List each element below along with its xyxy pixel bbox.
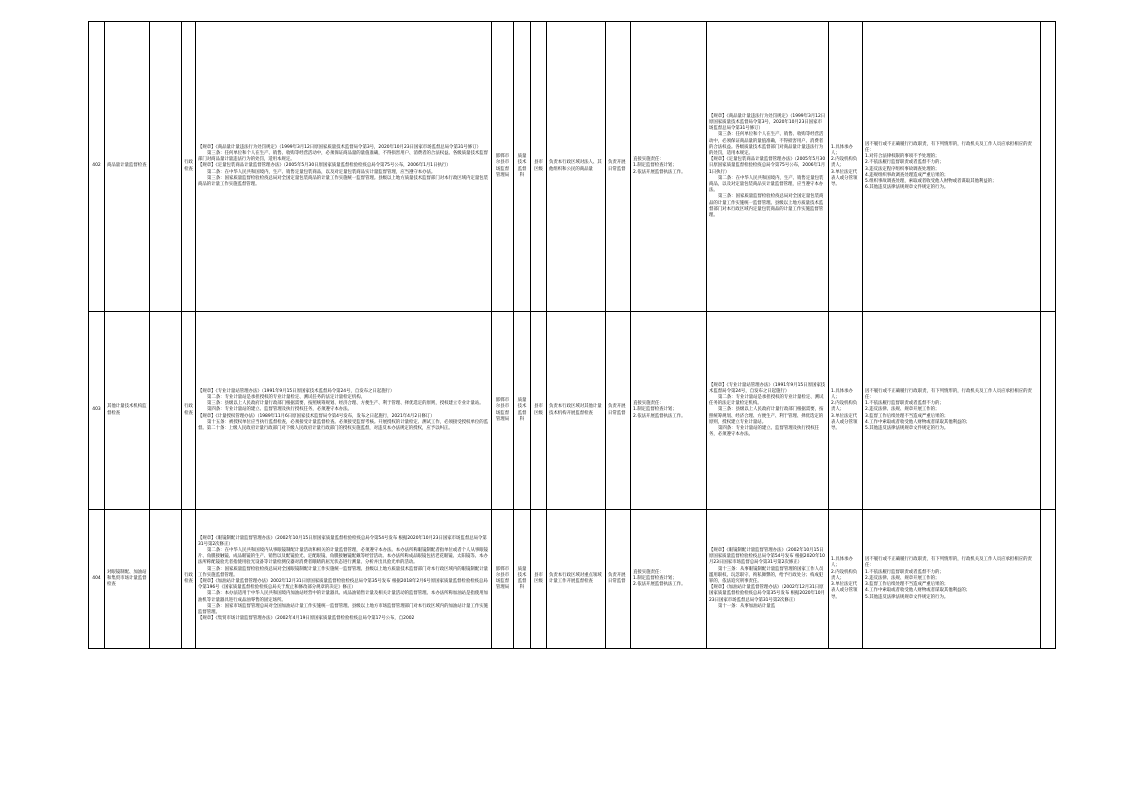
sub-item-cell xyxy=(150,510,182,649)
accountability-line: 5.组织事故调查处理，索取或者收受他人财物或者谋取其他利益的； xyxy=(865,178,997,184)
accountability-cell xyxy=(863,510,1041,649)
accountability-line: 因不履行或不正确履行行政职责，有下列情形的，行政机关及工作人员应承担相应的责任： xyxy=(865,388,1032,400)
category-cell: 行政检查 xyxy=(182,312,196,510)
basis-cell xyxy=(196,312,492,510)
subject-cell: 邯郸市尔县市场监督管理局 xyxy=(492,22,514,312)
accountability-line: 3.违反法定程序组织事故调查处理的； xyxy=(865,166,940,172)
duty-line: 2.依法开展监督执法工作。 xyxy=(633,582,686,588)
note-cell xyxy=(1041,312,1056,510)
accountability-line: 2.违反法律、法规、规章开展工作的； xyxy=(865,575,940,581)
duty-basis-line: 第二条：在中华人民共和国境内，生产、销售定量包装商品，以及对定量包装商品实计量监督管理，应当遵守本办法。 xyxy=(709,175,824,194)
subject-cell: 邯郸市尔县市场监督管理局 xyxy=(492,510,514,649)
basis-line: 【规章】《加油站计量监督管理办法》2002年12月31日原国家质量监督检验检疫总局令第35号发布 根据2018年2月6号原国家质量监督检验检疫总局令第196号《国家质量监督检验检疫总局关于废止和修改部分规章的决定》修正） xyxy=(198,579,488,591)
table-row xyxy=(89,510,1056,649)
basis-line: 【规章】《眼镜制配计量监督管理办法》（2002年10月15日原国家质量监督检验检疫总局令第54号发布 根据2020年10月23日国家市场监督总局令第31号第2次修正） xyxy=(198,535,487,547)
accountability-cell xyxy=(863,22,1041,312)
accountability-line: 5.其他违反法律法规规章文件规定的行为。 xyxy=(865,426,949,431)
basis-line: 第二条：专业计量站是承担授权的专业计量检定、测试任务的法定计量检定机构。 xyxy=(207,394,366,400)
seq-cell: 404 xyxy=(89,510,105,649)
content-cell: 负责本行政区域对法人、其他组织和公民的商品量 xyxy=(547,22,606,312)
accountability-line: 4.违规组织事故调查处理造成严重后果的； xyxy=(865,172,949,178)
duty-basis-line: 【规章】《加油站计量监督管理办法》（2002年12月31日原国家质量监督检验检疫总局令第35号发布 根据2020年10月23日国家市场监督总局令第31号第2次修正） xyxy=(709,585,825,603)
seq-cell: 402 xyxy=(89,22,105,312)
dept-cell: 质量技术监督科 xyxy=(514,510,531,649)
responsible-cell xyxy=(829,22,863,312)
item-name-cell: 商品量计量监督检查 xyxy=(105,22,150,312)
duty-line: 2.依法开展监督执法工作。 xyxy=(633,413,686,419)
accountability-line: 4.工作中索取或者收受他人财物或者谋取其他利益的； xyxy=(865,419,971,425)
accountability-line: 因不履行或不正确履行行政职责，有下列情形的，行政机关及工作人员应承担相应的责任： xyxy=(865,141,1032,153)
duty-basis-line: 第三条：任何单位和个人在生产、销售、收购等经营活动中，必须保证商品量的量值准确，不得损害用户、消费者的合法权益。各级质量技术监督部门对商品量计量违法行为的处罚，适用本规定。 xyxy=(709,132,824,156)
content-cell: 负责本行政区域对其他计量技术机构开展监督检查 xyxy=(547,312,606,510)
responsible-line: 1.具体承办人； xyxy=(831,388,853,400)
responsible-line: 3.单位法定代表人或分管领导。 xyxy=(831,169,858,187)
table-row xyxy=(89,22,1056,312)
accountability-line: 1.不依法履行监督职责或者监督不力的； xyxy=(865,401,944,407)
duty-line: 直接实施责任： xyxy=(633,569,664,575)
category-cell: 行政检查 xyxy=(182,22,196,312)
basis-line: 【规章】《商品量计量违法行为处罚规定》（1999年3月12日原国家质量技术监督局令第3号，2020年10月23日国家市场监督总局令第31号修订） xyxy=(198,144,481,150)
duty-basis-line: 【规章】《专业计量站管理办法》（1991年9月15日原国家技术监督局令第24号，自发布之日起施行） xyxy=(709,382,826,394)
duty-basis-line: 第四条：专业计量站的建立、监督管理及执行授权任务，必须遵守本办法。 xyxy=(709,426,819,438)
basis-line: 第十五条：被授权单位应当执行监督检查，必须接受计量监督检查。必须接受监督考核。开展授权的计量检定、测试工作，必须接受授权单位的监督。第二十条：上级人民政府计量行政部门对下级人民政府计量行政部门的授权实施监督，对违反本办法规定的授权，应予以纠正。 xyxy=(198,419,489,431)
responsible-cell xyxy=(829,510,863,649)
responsible-line: 2.内设机构负责人； xyxy=(831,157,858,169)
duty-line: 直接实施责任： xyxy=(633,401,664,407)
duty-basis-cell xyxy=(707,312,829,510)
duty-cell xyxy=(631,22,707,312)
basis-line: 第二条：在中华人民共和国境内从事眼镜制配计量活动和相关的计量监督管理，必须遵守本办法。本办法所称眼镜制配者指单位或者个人从事眼镜片、角膜接触镜、成品眼镜的生产、销售以及配镜验光、定配眼镜、角膜接触镜配戴等经营活动。本办法所称成品眼镜包括老花眼镜、太阳镜等。本办法所称配镜验光者指使用验光设备等计量检测仪器对消费者眼睛的屈光状态进行测量、分析并出具验光单的活动。 xyxy=(198,547,489,566)
accountable-cell: 负责开展日常监督 xyxy=(606,510,631,649)
responsible-line: 2.内设机构负责人； xyxy=(831,569,858,581)
accountability-line: 5.其他违反法律法规规章文件规定的行为。 xyxy=(865,594,949,600)
duty-basis-cell xyxy=(707,510,829,649)
basis-cell xyxy=(196,510,492,649)
accountability-line: 1.对符合法律权限的事项不予处理的； xyxy=(865,154,940,160)
accountability-line: 6.其他违反法律法规规章文件规定的行为。 xyxy=(865,185,949,191)
duty-basis-line: 第三条：县级以上人民政府计量行政部门根据需要，按照统筹规划、经济合理、方便生产、利于管理、择优选定的原则，授权建立专业计量站。 xyxy=(709,407,824,425)
responsible-line: 3.单位法定代表人或分管领导。 xyxy=(831,413,858,431)
responsible-cell xyxy=(829,312,863,510)
table-row xyxy=(89,312,1056,510)
accountability-cell xyxy=(863,312,1041,510)
accountability-line: 因不履行或不正确履行行政职责，有下列情形的，行政机关及工作人员应承担相应的责任： xyxy=(865,557,1032,569)
responsible-line: 2.内设机构负责人； xyxy=(831,401,858,413)
sub-item-cell xyxy=(150,22,182,312)
duty-basis-cell xyxy=(707,22,829,312)
basis-line: 第三条：国家市场监督管理总局对全国加油站计量工作实施统一监督管理。县级以上地方市场监督管理部门对本行政区域内的加油站计量工作实施监督管理。 xyxy=(198,603,489,616)
duty-line: 1.制定监督检查计划； xyxy=(633,407,677,413)
responsibility-list-table xyxy=(88,21,1056,649)
duty-line: 1.制定监督检查计划； xyxy=(633,575,677,581)
duty-cell xyxy=(631,510,707,649)
duty-line: 2.依法开展监督执法工作。 xyxy=(633,169,686,175)
note-cell xyxy=(1041,22,1056,312)
basis-cell xyxy=(196,22,492,312)
duty-basis-line: 第二条：专业计量站是承担授权的专业计量检定、测试任务的法定计量检定机构。 xyxy=(709,394,824,407)
duty-basis-line: 【规章】《定量包装商品计量监督管理办法》（2005年5月30日原国家质量监督检验检疫总局令第75号公布，2006年1月1日执行） xyxy=(709,157,826,175)
sub-item-cell xyxy=(150,312,182,510)
accountability-line: 3.监督工作后续处理不当造成严重后果的； xyxy=(865,413,949,419)
note-cell xyxy=(1041,510,1056,649)
level-cell: 县市区级 xyxy=(531,510,547,649)
dept-cell: 质量技术监督科 xyxy=(514,312,531,510)
item-name-cell: 其他计量技术机构监督检查 xyxy=(105,312,150,510)
basis-line: 第四条：专业计量站的建立、监督管理及执行授权任务，必须遵守本办法。 xyxy=(207,407,352,413)
accountability-line: 2.违反法律、法规、规章开展工作的； xyxy=(865,407,940,413)
dept-cell: 质量技术监督科 xyxy=(514,22,531,312)
basis-line: 第三条：国家质量监督检验检疫总局对全国定量包装商品的计量工作实施统一监督管理。县级以上地方质量技术监督部门对本行政区域内定量包装商品的计量工作实施监督管理。 xyxy=(198,175,489,187)
duty-line: 1.制定监督检查计划； xyxy=(633,163,677,169)
basis-line: 【规章】《计量授权管理办法》（1989年11月6日原国家技术监督局令第4号发布，发布之日起施行，2021年4月2日修订） xyxy=(198,413,435,419)
seq-cell: 403 xyxy=(89,312,105,510)
duty-basis-line: 第十三条：从事眼镜制配计量监督管理的国家工作人员滥用职权、玩忽职守、徇私舞弊的，给予行政处分；构成犯罪的，依法追究刑事责任。 xyxy=(709,566,824,584)
basis-line: 【规章】《集贸市场计量监督管理办法》（2002年4月19日原国家质量监督检验检疫总局令第17号公布，自2002 xyxy=(198,616,415,622)
accountable-cell: 负责开展日常监督 xyxy=(606,22,631,312)
basis-line: 【规章】《定量包装商品计量监督管理办法》（2005年5月30日原国家质量监督检验检疫总局令第75号公布，2006年1月1日执行） xyxy=(198,163,451,169)
category-cell: 行政检查 xyxy=(182,510,196,649)
duty-basis-line: 第三条：国家质量监督检验检疫总局对全国定量包装商品的计量工作实施统一监督管理。县级以上地方质量技术监督部门对本行政区域内定量包装商品的计量工作实施监督管理。 xyxy=(709,194,824,219)
duty-line: 直接实施责任： xyxy=(633,157,664,163)
level-cell: 县市区级 xyxy=(531,22,547,312)
accountability-line: 3.监督工作后续处理不当造成严重后果的； xyxy=(865,582,949,588)
responsible-line: 3.单位法定代表人或分管领导。 xyxy=(831,582,858,600)
subject-cell: 邯郸市尔县市场监督管理局 xyxy=(492,312,514,510)
basis-line: 第三条：县级以上人民政府计量行政部门根据需要，按照统筹规划、经济合理、方便生产、利于管理、择优选定的原则，授权建立专业计量站。 xyxy=(207,401,484,407)
duty-cell xyxy=(631,312,707,510)
accountable-cell: 负责开展日常监督 xyxy=(606,312,631,510)
accountability-line: 4.工作中索取或者收受他人财物或者谋取其他利益的； xyxy=(865,588,971,594)
responsible-line: 1.具体承办人； xyxy=(831,557,853,569)
duty-basis-line: 第十一条：从事加油站计量监 xyxy=(718,603,776,609)
duty-basis-line: 【规章】《眼镜制配计量监督管理办法》（2002年10月15日原国家质量监督检验检疫总局令第54号发布 根据2020年10月23日国家市场监督总局令第31号第2次修正） xyxy=(709,547,825,566)
basis-line: 第二条：本办法适用于中华人民共和国境内加油站经营中的计量器具、成品油销售计量及相关计量活动的监督管理。本办法所称加油站是指使用加油机等计量器具进行成品油零售的固定场所。 xyxy=(198,591,489,603)
content-cell: 负责本行政区域对重点领域计量工作开展监督检查 xyxy=(547,510,606,649)
basis-line: 第二条：在中华人民共和国境内，生产、销售定量包装商品，以及对定量包装商品实计量监督管理，应当遵守本办法。 xyxy=(207,169,436,175)
responsible-line: 1.具体承办人； xyxy=(831,144,853,156)
level-cell: 县市区级 xyxy=(531,312,547,510)
item-name-cell: 对眼镜制配、加油站和集贸市场计量监督检查 xyxy=(105,510,150,649)
accountability-line: 2.不依法履行监督职责或者监督不力的； xyxy=(865,160,944,166)
accountability-line: 1.不依法履行监督职责或者监督不力的； xyxy=(865,569,944,575)
basis-line: 第三条：任何单位和个人在生产、销售、收购等经营活动中，必须保证商品量的量值准确，不得损害用户、消费者的合法权益。各级质量技术监督部门对商品量计量违法行为的处罚，适用本规定。 xyxy=(198,150,489,163)
basis-line: 第三条：国家质量监督检验检疫总局对全国眼镜制配计量工作实施统一监督管理。县级以上地方质量技术监督部门对本行政区域内的眼镜制配计量工作实施监督管理。 xyxy=(198,566,489,578)
duty-basis-line: 【规章】《商品量计量违法行为处罚规定》（1999年3月12日原国家质量技术监督局令第3号，2020年10月23日国家市场监督总局令第31号修订） xyxy=(709,113,826,132)
basis-line: 【规章】《专业计量站管理办法》（1991年9月15日原国家技术监督局令第24号，自发布之日起施行） xyxy=(198,388,395,394)
